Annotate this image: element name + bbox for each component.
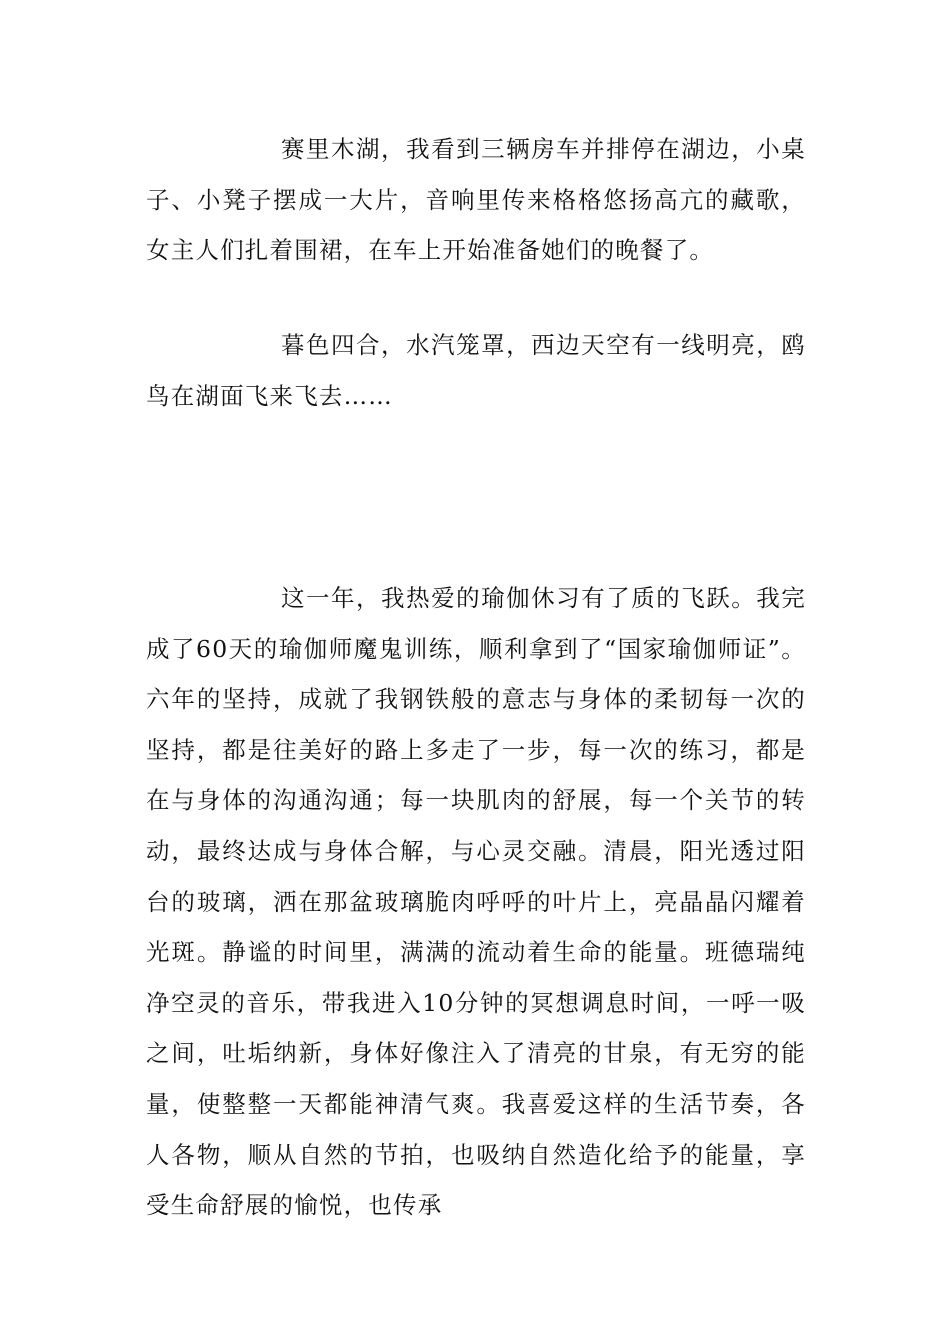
paragraph-dusk: 暮色四合，水汽笼罩，西边天空有一线明亮，鸥鸟在湖面飞来飞去…… [146,331,806,410]
paragraph-yoga: 这一年，我热爱的瑜伽休习有了质的飞跃。我完成了60天的瑜伽师魔鬼训练，顺利拿到了“国家瑜伽师证”。六年的坚持，成就了我钢铁般的意志与身体的柔韧每一次的坚持，都是往美好的路上多走了一步，每一次的练习，都是在与身体的沟通沟通；每一块肌肉的舒展，每一个关节的转动，最终达成与身体合解，与心灵交融。清晨，阳光透过阳台的玻璃，洒在那盆玻璃脆肉呼呼的叶片上，亮晶晶闪耀着光斑。静谧的时间里，满满的流动着生命的能量。班德瑞纯净空灵的音乐，带我进入10分钟的冥想调息时间，一呼一吸之间，吐垢纳新，身体好像注入了清亮的甘泉，有无穷的能量，使整整一天都能神清气爽。我喜爱这样的生活节奏，各人各物，顺从自然的节拍，也吸纳自然造化给予的能量，享受生命舒展的愉悦，也传承 [146,584,806,1220]
paragraph-lake-rv: 赛里木湖，我看到三辆房车并排停在湖边，小桌子、小凳子摆成一大片，音响里传来格格悠扬高亢的藏歌，女主人们扎着围裙，在车上开始准备她们的晚餐了。 [146,135,806,265]
